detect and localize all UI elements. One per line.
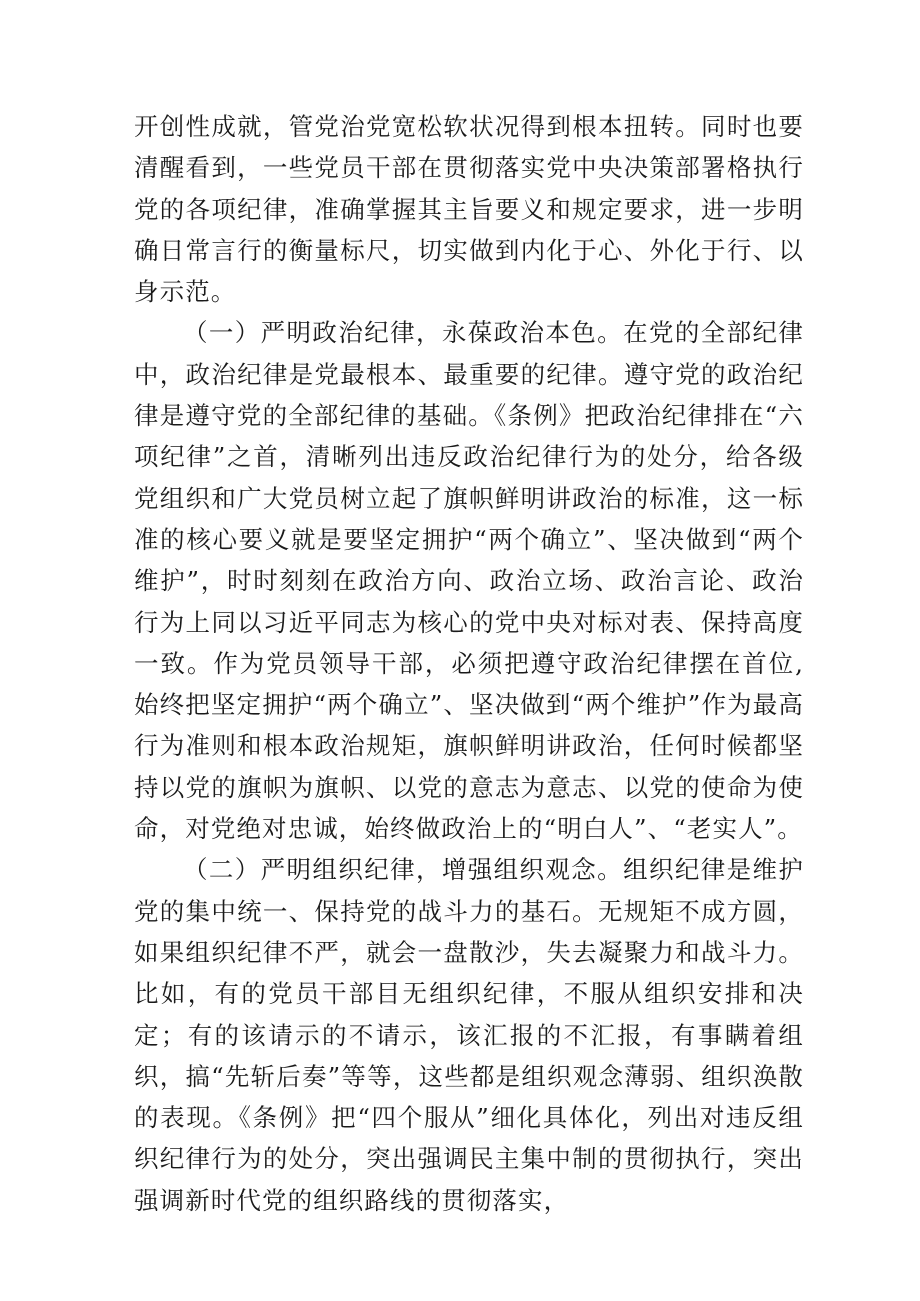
paragraph-continuation: 开创性成就，管党治党宽松软状况得到根本扭转。同时也要清醒看到，一些党员干部在贯彻落实党中央决策部署格执行党的各项纪律，准确掌握其主旨要义和规定要求，进一步明确日常言行的衡量标尺，切实做到内化于心、外化于行、以身示范。	[134, 112, 804, 307]
paragraph-political-discipline: （一）严明政治纪律，永葆政治本色。在党的全部纪律中，政治纪律是党最根本、最重要的纪律。遵守党的政治纪律是遵守党的全部纪律的基础。《条例》把政治纪律排在“六项纪律”之首，清晰列出违反政治纪律行为的处分，给各级党组织和广大党员树立起了旗帜鲜明讲政治的标准，这一标准的核心要义就是要坚定拥护“两个确立”、坚决做到“两个维护”，时时刻刻在政治方向、政治立场、政治言论、政治行为上同以习近平同志为核心的党中央对标对表、保持高度一致。作为党员领导干部，必须把遵守政治纪律摆在首位,始终把坚定拥护“两个确立”、坚决做到“两个维护”作为最高行为准则和根本政治规矩，旗帜鲜明讲政治，任何时候都坚持以党的旗帜为旗帜、以党的意志为意志、以党的使命为使命，对党绝对忠诚，始终做政治上的“明白人”、“老实人”。	[134, 318, 804, 844]
paragraph-organizational-discipline: （二）严明组织纪律，增强组织观念。组织纪律是维护党的集中统一、保持党的战斗力的基石。无规矩不成方圆，如果组织纪律不严，就会一盘散沙，失去凝聚力和战斗力。比如，有的党员干部目无组织纪律，不服从组织安排和决定；有的该请示的不请示，该汇报的不汇报，有事瞒着组织，搞“先斩后奏”等等，这些都是组织观念薄弱、组织涣散的表现。《条例》把“四个服从”细化具体化，列出对违反组织纪律行为的处分，突出强调民主集中制的贯彻执行，突出强调新时代党的组织路线的贯彻落实，	[134, 855, 804, 1215]
document-body	[134, 106, 804, 1221]
